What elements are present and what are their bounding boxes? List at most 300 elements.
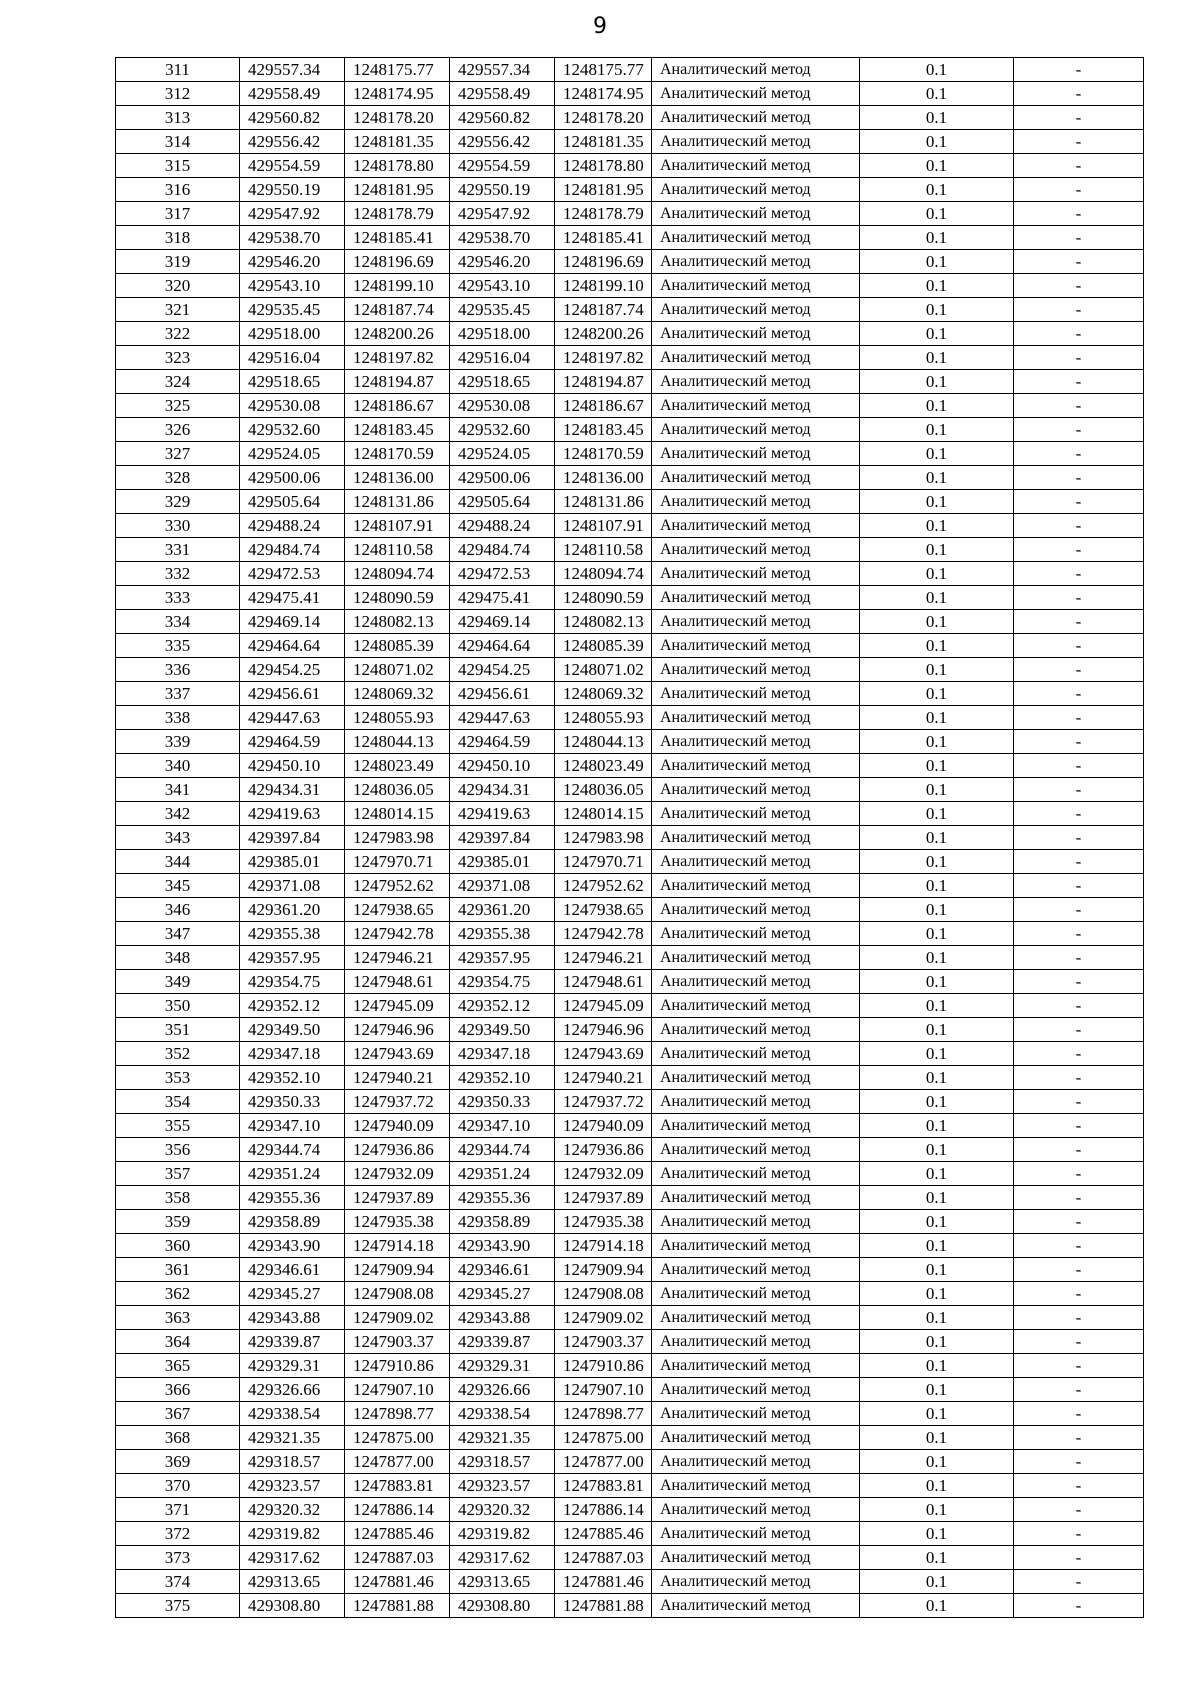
x-new-cell: 429361.20 [450,898,555,922]
method-cell: Аналитический метод [652,634,860,658]
table-row [116,490,1144,514]
point-number-cell: 313 [116,106,240,130]
x-old-cell: 429347.10 [240,1114,345,1138]
note-cell: - [1014,1282,1144,1306]
table-row [116,1498,1144,1522]
table-row [116,610,1144,634]
method-cell: Аналитический метод [652,874,860,898]
y-old-cell: 1247875.00 [345,1426,450,1450]
y-old-cell: 1247908.08 [345,1282,450,1306]
y-old-cell: 1247983.98 [345,826,450,850]
x-new-cell: 429313.65 [450,1570,555,1594]
y-old-cell: 1247914.18 [345,1234,450,1258]
y-old-cell: 1248014.15 [345,802,450,826]
coordinates-table [115,57,1144,1618]
note-cell: - [1014,1114,1144,1138]
y-old-cell: 1248170.59 [345,442,450,466]
accuracy-cell: 0.1 [860,1570,1014,1594]
y-new-cell: 1248185.41 [555,226,652,250]
accuracy-cell: 0.1 [860,586,1014,610]
page-number: 9 [593,14,607,39]
x-new-cell: 429464.64 [450,634,555,658]
note-cell: - [1014,1402,1144,1426]
x-old-cell: 429450.10 [240,754,345,778]
y-new-cell: 1248181.95 [555,178,652,202]
x-new-cell: 429464.59 [450,730,555,754]
y-old-cell: 1247940.21 [345,1066,450,1090]
accuracy-cell: 0.1 [860,106,1014,130]
point-number-cell: 337 [116,682,240,706]
method-cell: Аналитический метод [652,226,860,250]
point-number-cell: 364 [116,1330,240,1354]
y-new-cell: 1248181.35 [555,130,652,154]
table-row [116,562,1144,586]
accuracy-cell: 0.1 [860,562,1014,586]
note-cell: - [1014,658,1144,682]
method-cell: Аналитический метод [652,1090,860,1114]
table-row [116,514,1144,538]
note-cell: - [1014,226,1144,250]
note-cell: - [1014,850,1144,874]
y-new-cell: 1247907.10 [555,1378,652,1402]
point-number-cell: 367 [116,1402,240,1426]
method-cell: Аналитический метод [652,58,860,82]
table-row [116,586,1144,610]
point-number-cell: 341 [116,778,240,802]
point-number-cell: 321 [116,298,240,322]
x-new-cell: 429352.12 [450,994,555,1018]
method-cell: Аналитический метод [652,1306,860,1330]
accuracy-cell: 0.1 [860,226,1014,250]
accuracy-cell: 0.1 [860,394,1014,418]
y-new-cell: 1247938.65 [555,898,652,922]
point-number-cell: 325 [116,394,240,418]
x-old-cell: 429518.00 [240,322,345,346]
method-cell: Аналитический метод [652,1426,860,1450]
note-cell: - [1014,154,1144,178]
x-old-cell: 429557.34 [240,58,345,82]
accuracy-cell: 0.1 [860,1162,1014,1186]
method-cell: Аналитический метод [652,466,860,490]
table-row [116,298,1144,322]
x-new-cell: 429347.18 [450,1042,555,1066]
y-new-cell: 1247952.62 [555,874,652,898]
method-cell: Аналитический метод [652,826,860,850]
y-old-cell: 1248131.86 [345,490,450,514]
point-number-cell: 332 [116,562,240,586]
y-old-cell: 1248110.58 [345,538,450,562]
point-number-cell: 368 [116,1426,240,1450]
accuracy-cell: 0.1 [860,730,1014,754]
accuracy-cell: 0.1 [860,994,1014,1018]
y-new-cell: 1247948.61 [555,970,652,994]
table-row [116,1474,1144,1498]
x-new-cell: 429347.10 [450,1114,555,1138]
x-old-cell: 429354.75 [240,970,345,994]
y-old-cell: 1248181.35 [345,130,450,154]
x-old-cell: 429560.82 [240,106,345,130]
table-row [116,946,1144,970]
x-new-cell: 429346.61 [450,1258,555,1282]
method-cell: Аналитический метод [652,898,860,922]
x-old-cell: 429456.61 [240,682,345,706]
table-row [116,154,1144,178]
accuracy-cell: 0.1 [860,322,1014,346]
y-new-cell: 1248094.74 [555,562,652,586]
note-cell: - [1014,706,1144,730]
y-new-cell: 1247886.14 [555,1498,652,1522]
accuracy-cell: 0.1 [860,1498,1014,1522]
method-cell: Аналитический метод [652,922,860,946]
table-row [116,226,1144,250]
y-new-cell: 1247940.09 [555,1114,652,1138]
table-row [116,1234,1144,1258]
y-new-cell: 1247898.77 [555,1402,652,1426]
x-new-cell: 429447.63 [450,706,555,730]
x-new-cell: 429469.14 [450,610,555,634]
method-cell: Аналитический метод [652,850,860,874]
y-new-cell: 1247946.21 [555,946,652,970]
y-new-cell: 1248055.93 [555,706,652,730]
table-row [116,1066,1144,1090]
point-number-cell: 362 [116,1282,240,1306]
point-number-cell: 346 [116,898,240,922]
method-cell: Аналитический метод [652,562,860,586]
x-old-cell: 429343.90 [240,1234,345,1258]
note-cell: - [1014,442,1144,466]
y-new-cell: 1248107.91 [555,514,652,538]
y-old-cell: 1248107.91 [345,514,450,538]
method-cell: Аналитический метод [652,1354,860,1378]
x-old-cell: 429346.61 [240,1258,345,1282]
x-new-cell: 429320.32 [450,1498,555,1522]
table-row [116,826,1144,850]
x-new-cell: 429547.92 [450,202,555,226]
x-new-cell: 429532.60 [450,418,555,442]
note-cell: - [1014,1138,1144,1162]
y-new-cell: 1247887.03 [555,1546,652,1570]
y-old-cell: 1247948.61 [345,970,450,994]
x-old-cell: 429344.74 [240,1138,345,1162]
point-number-cell: 342 [116,802,240,826]
accuracy-cell: 0.1 [860,1258,1014,1282]
accuracy-cell: 0.1 [860,370,1014,394]
table-row [116,730,1144,754]
y-old-cell: 1248055.93 [345,706,450,730]
accuracy-cell: 0.1 [860,1474,1014,1498]
point-number-cell: 311 [116,58,240,82]
x-new-cell: 429472.53 [450,562,555,586]
method-cell: Аналитический метод [652,1498,860,1522]
point-number-cell: 351 [116,1018,240,1042]
x-new-cell: 429518.00 [450,322,555,346]
note-cell: - [1014,1426,1144,1450]
method-cell: Аналитический метод [652,130,860,154]
point-number-cell: 374 [116,1570,240,1594]
accuracy-cell: 0.1 [860,490,1014,514]
x-new-cell: 429516.04 [450,346,555,370]
y-old-cell: 1247937.72 [345,1090,450,1114]
y-old-cell: 1248036.05 [345,778,450,802]
y-new-cell: 1248178.79 [555,202,652,226]
y-old-cell: 1248090.59 [345,586,450,610]
table-row [116,274,1144,298]
point-number-cell: 329 [116,490,240,514]
y-old-cell: 1248183.45 [345,418,450,442]
table-row [116,1306,1144,1330]
accuracy-cell: 0.1 [860,154,1014,178]
x-old-cell: 429464.59 [240,730,345,754]
accuracy-cell: 0.1 [860,466,1014,490]
point-number-cell: 319 [116,250,240,274]
y-new-cell: 1248178.20 [555,106,652,130]
x-new-cell: 429546.20 [450,250,555,274]
table-row [116,706,1144,730]
accuracy-cell: 0.1 [860,418,1014,442]
x-new-cell: 429354.75 [450,970,555,994]
x-old-cell: 429351.24 [240,1162,345,1186]
point-number-cell: 371 [116,1498,240,1522]
accuracy-cell: 0.1 [860,1450,1014,1474]
note-cell: - [1014,898,1144,922]
x-old-cell: 429355.36 [240,1186,345,1210]
y-new-cell: 1247910.86 [555,1354,652,1378]
table-row [116,1018,1144,1042]
note-cell: - [1014,1498,1144,1522]
point-number-cell: 328 [116,466,240,490]
x-new-cell: 429350.33 [450,1090,555,1114]
x-old-cell: 429343.88 [240,1306,345,1330]
y-new-cell: 1247945.09 [555,994,652,1018]
y-old-cell: 1247885.46 [345,1522,450,1546]
note-cell: - [1014,586,1144,610]
y-old-cell: 1248174.95 [345,82,450,106]
x-new-cell: 429488.24 [450,514,555,538]
x-old-cell: 429308.80 [240,1594,345,1618]
note-cell: - [1014,58,1144,82]
table-row [116,442,1144,466]
y-new-cell: 1247942.78 [555,922,652,946]
accuracy-cell: 0.1 [860,202,1014,226]
y-old-cell: 1247952.62 [345,874,450,898]
x-new-cell: 429535.45 [450,298,555,322]
method-cell: Аналитический метод [652,298,860,322]
point-number-cell: 320 [116,274,240,298]
note-cell: - [1014,178,1144,202]
point-number-cell: 317 [116,202,240,226]
note-cell: - [1014,1018,1144,1042]
table-row [116,1282,1144,1306]
table-row [116,370,1144,394]
table-row [116,1186,1144,1210]
note-cell: - [1014,346,1144,370]
x-old-cell: 429352.10 [240,1066,345,1090]
y-old-cell: 1247903.37 [345,1330,450,1354]
note-cell: - [1014,1066,1144,1090]
accuracy-cell: 0.1 [860,1522,1014,1546]
x-new-cell: 429344.74 [450,1138,555,1162]
method-cell: Аналитический метод [652,658,860,682]
point-number-cell: 357 [116,1162,240,1186]
note-cell: - [1014,1090,1144,1114]
y-old-cell: 1247909.02 [345,1306,450,1330]
point-number-cell: 345 [116,874,240,898]
x-old-cell: 429323.57 [240,1474,345,1498]
point-number-cell: 370 [116,1474,240,1498]
method-cell: Аналитический метод [652,82,860,106]
method-cell: Аналитический метод [652,394,860,418]
x-new-cell: 429317.62 [450,1546,555,1570]
method-cell: Аналитический метод [652,1210,860,1234]
accuracy-cell: 0.1 [860,1066,1014,1090]
note-cell: - [1014,130,1144,154]
point-number-cell: 356 [116,1138,240,1162]
x-new-cell: 429349.50 [450,1018,555,1042]
note-cell: - [1014,466,1144,490]
method-cell: Аналитический метод [652,610,860,634]
x-new-cell: 429454.25 [450,658,555,682]
x-new-cell: 429419.63 [450,802,555,826]
accuracy-cell: 0.1 [860,1306,1014,1330]
x-new-cell: 429543.10 [450,274,555,298]
x-new-cell: 429538.70 [450,226,555,250]
accuracy-cell: 0.1 [860,298,1014,322]
y-old-cell: 1248185.41 [345,226,450,250]
y-old-cell: 1247909.94 [345,1258,450,1282]
point-number-cell: 349 [116,970,240,994]
table-row [116,250,1144,274]
method-cell: Аналитический метод [652,514,860,538]
method-cell: Аналитический метод [652,706,860,730]
method-cell: Аналитический метод [652,1522,860,1546]
x-new-cell: 429500.06 [450,466,555,490]
table-row [116,466,1144,490]
table-row [116,58,1144,82]
point-number-cell: 314 [116,130,240,154]
table-row [116,538,1144,562]
x-old-cell: 429532.60 [240,418,345,442]
accuracy-cell: 0.1 [860,754,1014,778]
x-old-cell: 429535.45 [240,298,345,322]
note-cell: - [1014,1570,1144,1594]
note-cell: - [1014,802,1144,826]
note-cell: - [1014,1042,1144,1066]
note-cell: - [1014,1234,1144,1258]
note-cell: - [1014,946,1144,970]
accuracy-cell: 0.1 [860,802,1014,826]
x-old-cell: 429318.57 [240,1450,345,1474]
point-number-cell: 365 [116,1354,240,1378]
table-row [116,1570,1144,1594]
accuracy-cell: 0.1 [860,778,1014,802]
x-old-cell: 429326.66 [240,1378,345,1402]
accuracy-cell: 0.1 [860,658,1014,682]
method-cell: Аналитический метод [652,322,860,346]
accuracy-cell: 0.1 [860,538,1014,562]
x-new-cell: 429385.01 [450,850,555,874]
x-old-cell: 429434.31 [240,778,345,802]
table-row [116,874,1144,898]
x-old-cell: 429355.38 [240,922,345,946]
note-cell: - [1014,1186,1144,1210]
x-old-cell: 429554.59 [240,154,345,178]
note-cell: - [1014,1546,1144,1570]
point-number-cell: 334 [116,610,240,634]
note-cell: - [1014,1162,1144,1186]
x-new-cell: 429560.82 [450,106,555,130]
y-new-cell: 1248175.77 [555,58,652,82]
y-old-cell: 1248136.00 [345,466,450,490]
point-number-cell: 358 [116,1186,240,1210]
point-number-cell: 322 [116,322,240,346]
note-cell: - [1014,754,1144,778]
method-cell: Аналитический метод [652,778,860,802]
point-number-cell: 350 [116,994,240,1018]
table-row [116,418,1144,442]
table-row [116,1426,1144,1450]
x-old-cell: 429543.10 [240,274,345,298]
method-cell: Аналитический метод [652,178,860,202]
accuracy-cell: 0.1 [860,1354,1014,1378]
y-new-cell: 1248069.32 [555,682,652,706]
y-old-cell: 1247970.71 [345,850,450,874]
x-old-cell: 429547.92 [240,202,345,226]
x-old-cell: 429361.20 [240,898,345,922]
y-new-cell: 1248136.00 [555,466,652,490]
x-old-cell: 429500.06 [240,466,345,490]
accuracy-cell: 0.1 [860,1330,1014,1354]
y-old-cell: 1248175.77 [345,58,450,82]
method-cell: Аналитический метод [652,730,860,754]
method-cell: Аналитический метод [652,442,860,466]
y-new-cell: 1248186.67 [555,394,652,418]
note-cell: - [1014,826,1144,850]
method-cell: Аналитический метод [652,1546,860,1570]
x-old-cell: 429505.64 [240,490,345,514]
method-cell: Аналитический метод [652,1402,860,1426]
x-old-cell: 429350.33 [240,1090,345,1114]
accuracy-cell: 0.1 [860,1594,1014,1618]
table-row [116,1042,1144,1066]
x-new-cell: 429558.49 [450,82,555,106]
method-cell: Аналитический метод [652,1234,860,1258]
y-old-cell: 1248187.74 [345,298,450,322]
table-row [116,394,1144,418]
y-new-cell: 1247940.21 [555,1066,652,1090]
x-old-cell: 429538.70 [240,226,345,250]
x-new-cell: 429434.31 [450,778,555,802]
x-new-cell: 429345.27 [450,1282,555,1306]
point-number-cell: 331 [116,538,240,562]
table-row [116,754,1144,778]
point-number-cell: 336 [116,658,240,682]
x-old-cell: 429352.12 [240,994,345,1018]
accuracy-cell: 0.1 [860,610,1014,634]
y-new-cell: 1247946.96 [555,1018,652,1042]
y-new-cell: 1247909.94 [555,1258,652,1282]
accuracy-cell: 0.1 [860,922,1014,946]
accuracy-cell: 0.1 [860,1426,1014,1450]
x-new-cell: 429355.38 [450,922,555,946]
x-old-cell: 429530.08 [240,394,345,418]
table-row [116,1378,1144,1402]
y-old-cell: 1248071.02 [345,658,450,682]
accuracy-cell: 0.1 [860,634,1014,658]
note-cell: - [1014,874,1144,898]
accuracy-cell: 0.1 [860,1402,1014,1426]
x-new-cell: 429557.34 [450,58,555,82]
accuracy-cell: 0.1 [860,250,1014,274]
